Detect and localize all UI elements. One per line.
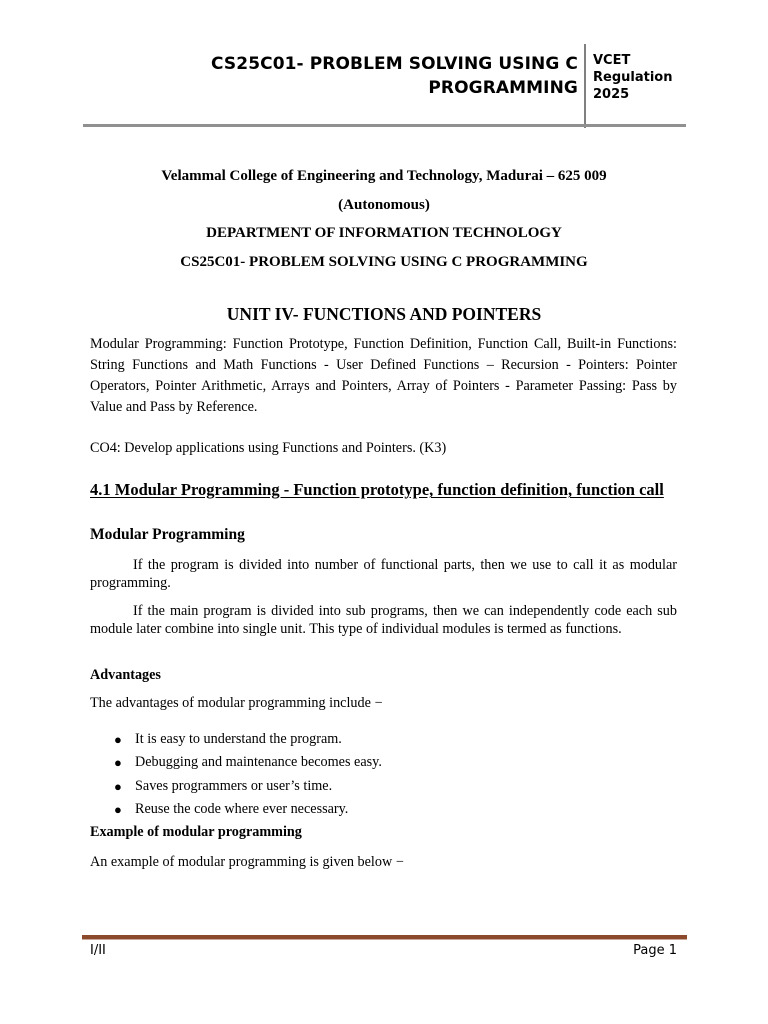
footer-semester: I/II — [90, 943, 106, 958]
footer-divider-shadow — [82, 939, 687, 940]
bullet-icon: ● — [114, 732, 122, 747]
page-number: Page 1 — [633, 943, 677, 958]
advantages-intro: The advantages of modular programming include − — [90, 695, 383, 711]
unit-syllabus: Modular Programming: Function Prototype, Function Definition, Function Call, Built-in Functions: String Functions and Math Functions - User Defined Functions – Recursion - Pointers: Pointer Operators, Pointer Arithmetic, Arrays and Pointers, Array of Pointers - Parameter Passing: Pass by Value and Pass by Reference. — [90, 336, 677, 415]
header-title-line2: PROGRAMMING — [428, 78, 578, 98]
bullet-icon: ● — [114, 801, 122, 817]
advantages-heading: Advantages — [90, 667, 161, 683]
header-right-line1: VCET — [593, 53, 631, 68]
college-status: (Autonomous) — [338, 197, 430, 213]
list-item — [90, 798, 382, 821]
advantages-list — [90, 728, 382, 821]
header-course-title — [158, 52, 578, 100]
header-divider-horizontal — [83, 124, 686, 127]
unit-heading: UNIT IV- FUNCTIONS AND POINTERS — [226, 304, 542, 324]
course-outcome: CO4: Develop applications using Functions and Pointers. (K3) — [90, 440, 447, 456]
bullet-icon: ● — [114, 778, 122, 794]
paragraph-modular-definition: If the program is divided into number of functional parts, then we use to call it as modular programming. — [90, 557, 677, 591]
header-title-line1: CS25C01- PROBLEM SOLVING USING C — [211, 54, 578, 74]
list-item — [90, 775, 382, 798]
bullet-icon: ● — [114, 755, 122, 771]
section-subheading: Modular Programming — [90, 526, 245, 543]
header-regulation — [593, 52, 672, 103]
college-name: Velammal College of Engineering and Technology, Madurai – 625 009 — [161, 168, 607, 184]
header-divider-vertical — [584, 44, 586, 128]
list-item — [90, 751, 382, 774]
header-right-line3: 2025 — [593, 87, 630, 102]
list-item-text: Debugging and maintenance becomes easy. — [135, 754, 382, 771]
header-right-line2: Regulation — [593, 70, 673, 85]
department-name: DEPARTMENT OF INFORMATION TECHNOLOGY — [206, 225, 562, 241]
example-heading: Example of modular programming — [90, 824, 302, 840]
section-heading: 4.1 Modular Programming - Function prototype, function definition, function call — [90, 480, 664, 499]
list-item-text: Saves programmers or user’s time. — [135, 777, 333, 794]
list-item — [90, 728, 382, 751]
course-title: CS25C01- PROBLEM SOLVING USING C PROGRAMMING — [180, 254, 588, 270]
list-item-text: It is easy to understand the program. — [135, 731, 342, 747]
paragraph-functions-definition: If the main program is divided into sub programs, then we can independently code each sub module later combine into single unit. This type of individual modules is termed as functions. — [90, 603, 677, 637]
example-intro: An example of modular programming is given below − — [90, 854, 404, 870]
list-item-text: Reuse the code where ever necessary. — [135, 800, 349, 817]
